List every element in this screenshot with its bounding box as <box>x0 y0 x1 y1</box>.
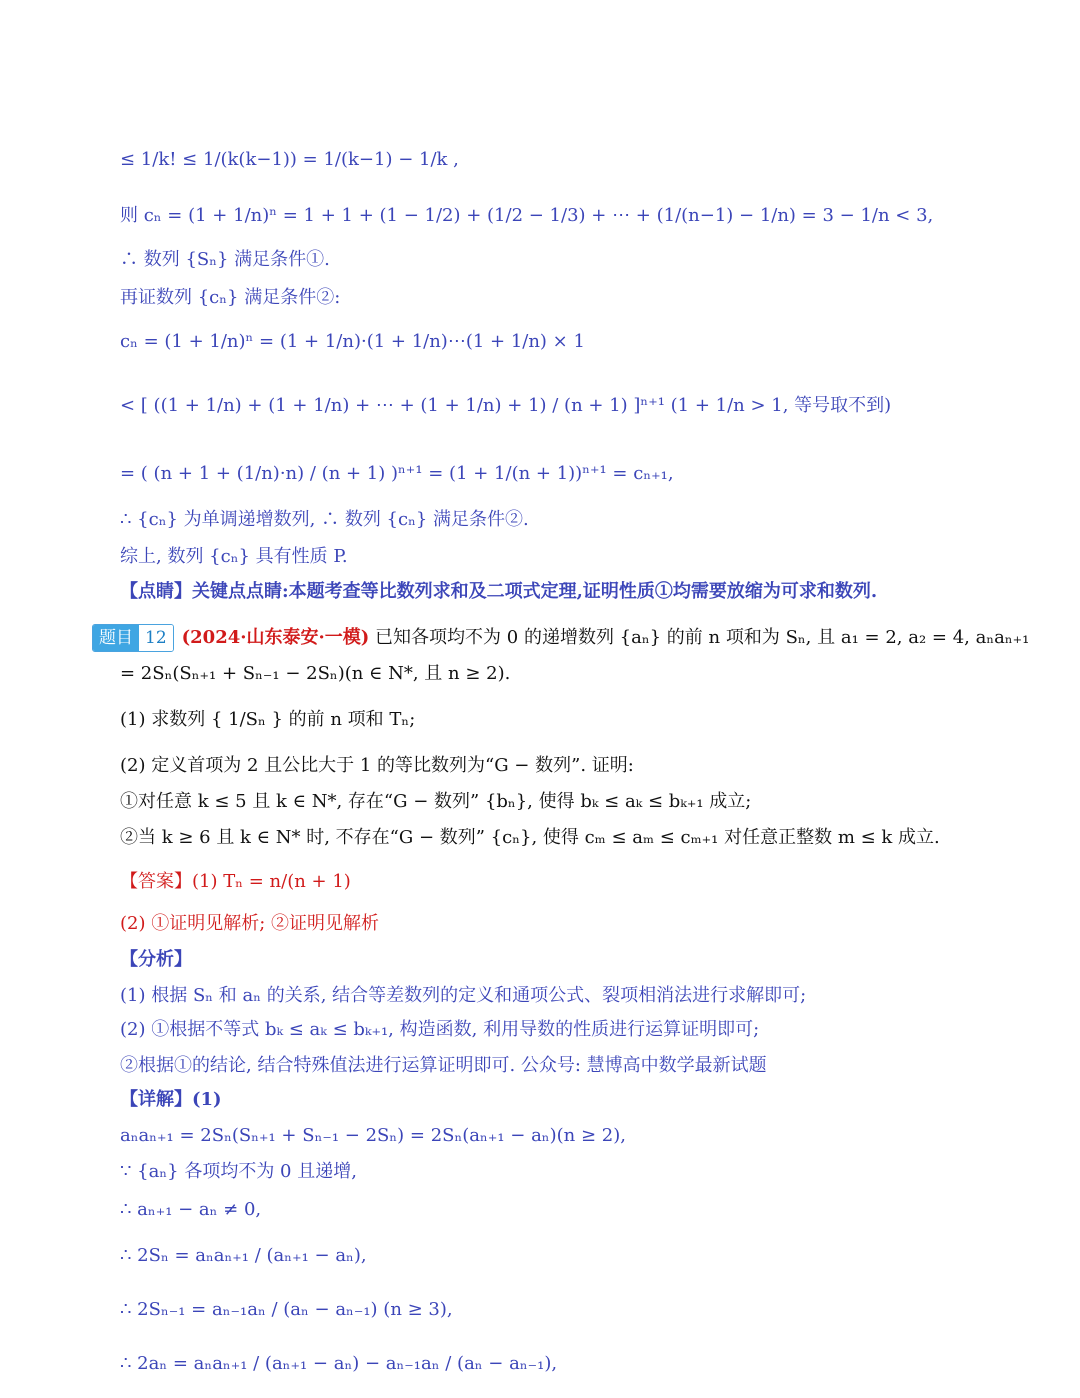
problem-stem: 已知各项均不为 0 的递增数列 {aₙ} 的前 n 项和为 Sₙ, 且 a₁ = 2, a₂ = 4, aₙaₙ₊₁ <box>375 627 1030 648</box>
detail-line: ∴ 2Sₙ = aₙaₙ₊₁ / (aₙ₊₁ − aₙ), <box>120 1245 367 1266</box>
detail-line: ∴ 2aₙ = aₙaₙ₊₁ / (aₙ₊₁ − aₙ) − aₙ₋₁aₙ / (aₙ − aₙ₋₁), <box>120 1353 558 1374</box>
solution-line: = ( (n + 1 + (1/n)·n) / (n + 1) )ⁿ⁺¹ = (1 + 1/(n + 1))ⁿ⁺¹ = cₙ₊₁, <box>120 463 674 484</box>
solution-line: cₙ = (1 + 1/n)ⁿ = (1 + 1/n)·(1 + 1/n)⋯(1 + 1/n) × 1 <box>120 331 585 352</box>
solution-line: < [ ((1 + 1/n) + (1 + 1/n) + ⋯ + (1 + 1/n) + 1) / (n + 1) ]ⁿ⁺¹ (1 + 1/n > 1, 等号取不到) <box>120 395 892 416</box>
problem-header <box>92 624 1029 652</box>
analysis-heading: 【分析】 <box>120 949 192 970</box>
analysis-line: ②根据①的结论, 结合特殊值法进行运算证明即可. 公众号: 慧博高中数学最新试题 <box>120 1055 767 1076</box>
solution-line: 再证数列 {cₙ} 满足条件②: <box>120 287 341 308</box>
detail-heading: 【详解】(1) <box>120 1089 222 1110</box>
analysis-line: (1) 根据 Sₙ 和 aₙ 的关系, 结合等差数列的定义和通项公式、裂项相消法进行求解即可; <box>120 985 807 1006</box>
detail-line: ∴ aₙ₊₁ − aₙ ≠ 0, <box>120 1199 262 1220</box>
problem-source: (2024·山东泰安·一模) <box>181 627 370 648</box>
solution-line: ∴ 数列 {Sₙ} 满足条件①. <box>120 249 330 270</box>
badge-number: 12 <box>139 625 173 651</box>
problem-part-1: (1) 求数列 { 1/Sₙ } 的前 n 项和 Tₙ; <box>120 709 416 730</box>
solution-line: ≤ 1/k! ≤ 1/(k(k−1)) = 1/(k−1) − 1/k , <box>120 149 459 170</box>
answer-line: (2) ①证明见解析; ②证明见解析 <box>120 913 380 934</box>
solution-line: 则 cₙ = (1 + 1/n)ⁿ = 1 + 1 + (1 − 1/2) + (1/2 − 1/3) + ⋯ + (1/(n−1) − 1/n) = 3 − 1/n < 3, <box>120 205 934 226</box>
answer-line: 【答案】(1) Tₙ = n/(n + 1) <box>120 871 351 892</box>
detail-line: ∵ {aₙ} 各项均不为 0 且递增, <box>120 1161 357 1182</box>
problem-part-2-item: ②当 k ≥ 6 且 k ∈ N* 时, 不存在“G − 数列” {cₙ}, 使得 cₘ ≤ aₘ ≤ cₘ₊₁ 对任意正整数 m ≤ k 成立. <box>120 827 940 848</box>
problem-part-2-item: ①对任意 k ≤ 5 且 k ∈ N*, 存在“G − 数列” {bₙ}, 使得 bₖ ≤ aₖ ≤ bₖ₊₁ 成立; <box>120 791 752 812</box>
detail-line: ∴ 2Sₙ₋₁ = aₙ₋₁aₙ / (aₙ − aₙ₋₁) (n ≥ 3), <box>120 1299 453 1320</box>
analysis-line: (2) ①根据不等式 bₖ ≤ aₖ ≤ bₖ₊₁, 构造函数, 利用导数的性质进行运算证明即可; <box>120 1019 760 1040</box>
problem-badge <box>92 624 174 652</box>
solution-line: ∴ {cₙ} 为单调递增数列, ∴ 数列 {cₙ} 满足条件②. <box>120 509 529 530</box>
badge-label: 题目 <box>93 625 139 651</box>
detail-line: aₙaₙ₊₁ = 2Sₙ(Sₙ₊₁ + Sₙ₋₁ − 2Sₙ) = 2Sₙ(aₙ₊₁ − aₙ)(n ≥ 2), <box>120 1125 626 1146</box>
solution-line: 综上, 数列 {cₙ} 具有性质 P. <box>120 546 348 567</box>
comment-line: 【点睛】关键点点睛:本题考查等比数列求和及二项式定理,证明性质①均需要放缩为可求和数列. <box>120 581 878 602</box>
problem-part-2: (2) 定义首项为 2 且公比大于 1 的等比数列为“G − 数列”. 证明: <box>120 755 634 776</box>
problem-stem-continued: = 2Sₙ(Sₙ₊₁ + Sₙ₋₁ − 2Sₙ)(n ∈ N*, 且 n ≥ 2). <box>120 663 511 684</box>
